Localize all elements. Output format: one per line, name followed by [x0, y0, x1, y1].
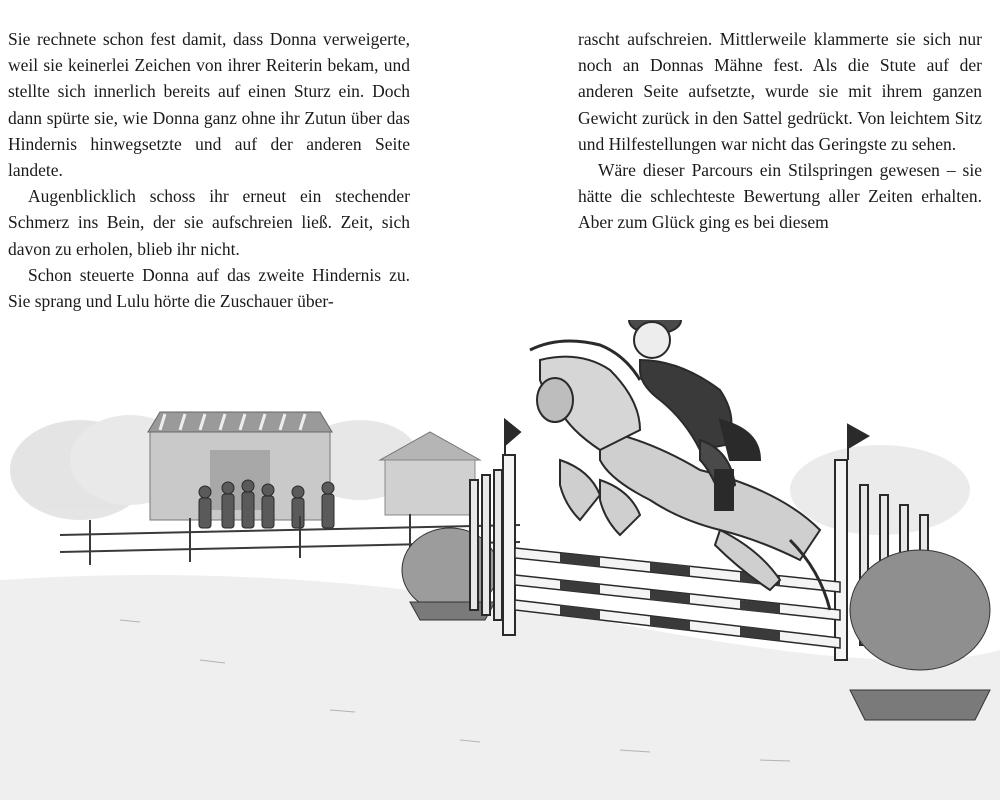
- bush-right: [850, 550, 990, 720]
- paragraph: Sie rechnete schon fest damit, dass Donna verweigerte, weil sie keinerlei Zeichen von ihrer Reiterin bekam, und stellte sich innerlich bereits auf einen Sturz ein. Doch dann spürte sie, wie Donna ganz ohne ihr Zutun über das Hindernis hinwegsetzte und auf der anderen Seite landete.: [8, 29, 410, 181]
- right-text-column: [578, 26, 982, 236]
- paragraph: Augenblicklich schoss ihr erneut ein stechender Schmerz ins Bein, der sie aufschreien ließ. Zeit, sich davon zu erholen, blieb ihr nicht.: [8, 186, 410, 259]
- left-text-column: [8, 26, 410, 314]
- show-jumping-illustration: [0, 320, 1000, 800]
- paragraph: Wäre dieser Parcours ein Stilspringen gewesen – sie hätte die schlechteste Bewertung aller Zeiten erhalten. Aber zum Glück ging es bei diesem: [578, 160, 982, 233]
- paragraph: rascht aufschreien. Mittlerweile klammerte sie sich nur noch an Donnas Mähne fest. Als die Stute auf der anderen Seite aufsetzte, wurde sie mit ihrem ganzen Gewicht zurück in den Sattel gedrückt. Von leichtem Sitz und Hilfestellungen war nicht das Geringste zu sehen.: [578, 29, 982, 154]
- paragraph: Schon steuerte Donna auf das zweite Hindernis zu. Sie sprang und Lulu hörte die Zuschauer über-: [8, 264, 410, 312]
